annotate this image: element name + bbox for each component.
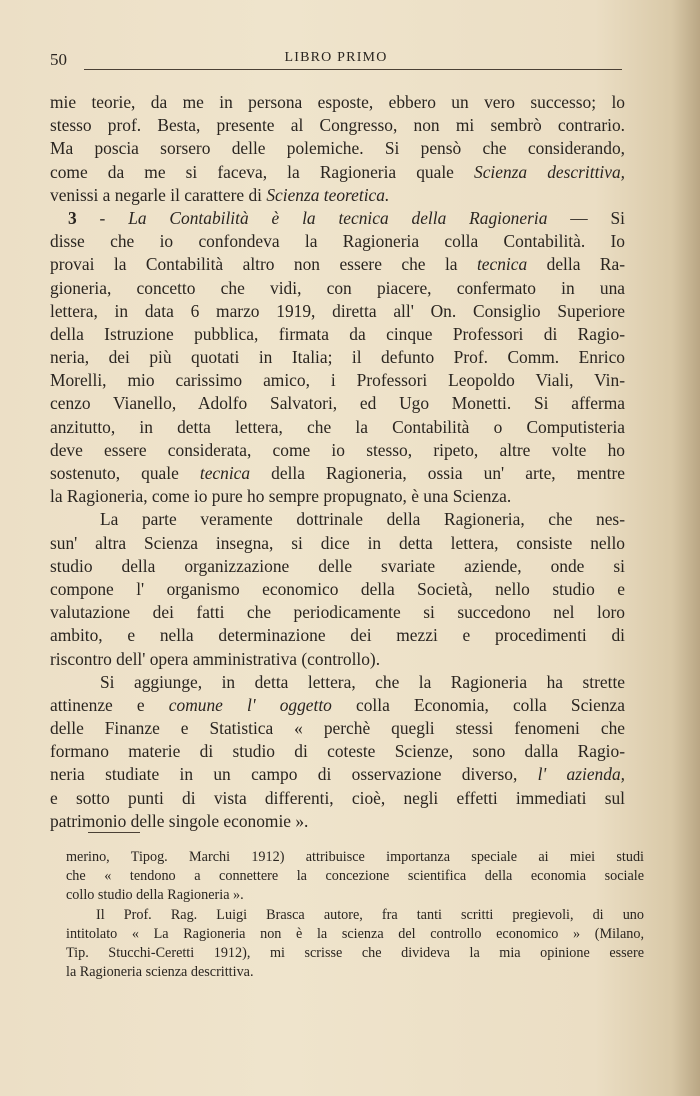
text-line [50, 763, 625, 786]
page-number: 50 [50, 50, 67, 69]
text-line: e sotto punti di vista differenti, cioè, negli effetti immediati sul [50, 787, 625, 808]
footnote-line: Il Prof. Rag. Luigi Brasca autore, fra tanti scritti pregievoli, di uno [96, 906, 644, 923]
text-run: attinenze e [50, 694, 169, 715]
text-line: mie teorie, da me in persona esposte, ebbero un vero successo; lo [50, 92, 625, 112]
text-line [50, 161, 625, 184]
text-line: deve essere considerata, come io stesso, ripeto, altre volte ho [50, 439, 625, 460]
text-line: studio della organizzazione delle svariate aziende, onde si [50, 555, 625, 576]
footnote-rule [88, 832, 140, 833]
footnotes [66, 848, 644, 982]
paragraph-1 [50, 91, 625, 207]
text-line: della Istruzione pubblica, firmata da cinque Professori di Ragio- [50, 323, 625, 344]
italic-run: Scienza descrittiva, [474, 161, 625, 182]
footnote-1 [66, 848, 644, 906]
italic-run: tecnica [199, 463, 251, 483]
section-3 [50, 207, 625, 508]
text-line: stesso prof. Besta, presente al Congresso, non mi sembrò contrario. [50, 115, 625, 136]
text-run: della Ra- [527, 254, 625, 275]
text-run: come da me si faceva, la Ragioneria quale [50, 161, 474, 182]
running-title: LIBRO PRIMO [284, 50, 388, 65]
text-line: disse che io confondeva la Ragioneria colla Contabilità. Io [50, 231, 625, 252]
text-line: valutazione dei fatti che periodicamente si succedono nel loro [50, 602, 625, 623]
footnote-line: che « tendono a connettere la concezione scientifica della economia sociale [66, 868, 644, 885]
section-title: La Contabilità è la tecnica della Ragioneria [128, 207, 548, 228]
text-line: anzitutto, in detta lettera, che la Contabilità o Computisteria [50, 416, 625, 437]
text-line [50, 253, 625, 276]
text-line: Ma poscia sorsero delle polemiche. Si pensò che considerando, [50, 138, 625, 159]
paragraph-3 [50, 508, 625, 670]
text-line: La parte veramente dottrinale della Ragioneria, che nes- [100, 509, 625, 530]
text-run: — Si [547, 207, 625, 228]
italic-run: l' azienda, [537, 764, 625, 785]
text-line: riscontro dell' opera amministrativa (controllo). [50, 648, 381, 669]
footnote-line: la Ragioneria scienza descrittiva. [66, 964, 254, 981]
text-line: ambito, e nella determinazione dei mezzi e procedimenti di [50, 625, 625, 646]
text-line: Si aggiunge, in detta lettera, che la Ragioneria ha strette [100, 671, 625, 692]
text-line: cenzo Vianello, Adolfo Salvatori, ed Ugo Monetti. Si afferma [50, 393, 625, 414]
footnote-line: collo studio della Ragioneria ». [66, 887, 244, 904]
text-run: - [76, 207, 129, 228]
text-line: patrimonio delle singole economie ». [50, 810, 309, 831]
text-run: colla Economia, colla Scienza [331, 694, 625, 715]
text-run: provai la Contabilità altro non essere che la [50, 254, 477, 275]
text-line: la Ragioneria, come io pure ho sempre propugnato, è una Scienza. [50, 486, 512, 507]
text-run: venissi a negarle il carattere di [50, 184, 267, 205]
text-line: gioneria, concetto che vidi, con piacere, confermato in una [50, 277, 625, 298]
page-header [50, 50, 622, 74]
text-line: neria, dei più quotati in Italia; il defunto Prof. Comm. Enrico [50, 347, 625, 368]
text-line [50, 184, 625, 207]
text-line: Morelli, mio carissimo amico, i Professori Leopoldo Viali, Vin- [50, 370, 625, 391]
section-heading-line [50, 207, 625, 230]
text-run: della Ragioneria, ossia un' arte, mentre [250, 463, 625, 483]
italic-run: Scienza teoretica. [266, 184, 390, 205]
text-line: delle Finanze e Statistica « perchè quegli stessi fenomeni che [50, 718, 625, 739]
section-number: 3 [68, 207, 77, 228]
footnote-line: intitolato « La Ragioneria non è la scienza del controllo economico » (Milano, [66, 925, 644, 942]
footnote-2 [66, 906, 644, 983]
text-line: compone l' organismo economico della Società, nello studio e [50, 578, 625, 599]
footnote-line: Tip. Stucchi-Ceretti 1912), mi scrisse che divideva la mia opinione essere [66, 944, 644, 961]
text-run: sostenuto, quale [50, 463, 200, 483]
footnote-line: merino, Tipog. Marchi 1912) attribuisce importanza speciale ai miei studi [66, 849, 644, 865]
italic-run: comune l' oggetto [168, 694, 332, 715]
header-rule [84, 69, 622, 70]
text-line [50, 694, 625, 717]
italic-run: tecnica [476, 254, 528, 275]
text-line: lettera, in data 6 marzo 1919, diretta all' On. Consiglio Superiore [50, 300, 625, 321]
text-line [50, 462, 625, 485]
text-run: neria studiate in un campo di osservazione diverso, [50, 764, 538, 785]
text-line: sun' altra Scienza insegna, si dice in detta lettera, consiste nello [50, 532, 625, 553]
main-text [50, 91, 625, 833]
paragraph-4 [50, 671, 625, 833]
text-line: formano materie di studio di coteste Scienze, sono dalla Ragio- [50, 741, 625, 762]
